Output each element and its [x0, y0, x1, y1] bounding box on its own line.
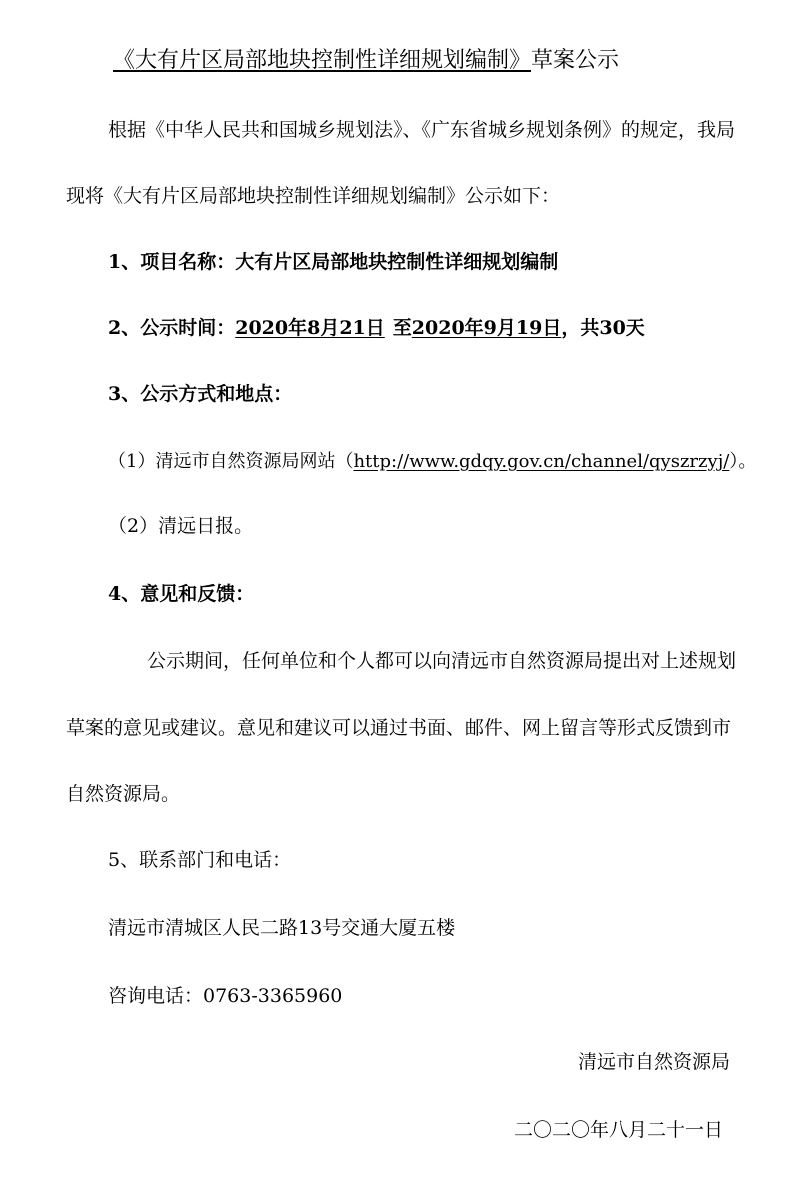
item-4-label: 4、意见和反馈：	[108, 583, 255, 605]
item-4-para-line-1: 公示期间，任何单位和个人都可以向清远市自然资源局提出对上述规划	[147, 650, 737, 672]
item-1	[108, 250, 558, 274]
title-rest: 草案公示	[531, 48, 620, 73]
contact-address: 清远市清城区人民二路13号交通大厦五楼	[108, 917, 456, 939]
website-link[interactable]: http://www.gdqy.gov.cn/channel/qyszrzyj/	[353, 451, 730, 472]
item-2	[108, 316, 645, 340]
signature-org: 清远市自然资源局	[578, 1051, 731, 1073]
intro-line-2: 现将《大有片区局部地块控制性详细规划编制》公示如下：	[66, 185, 561, 207]
contact-phone: 咨询电话：0763-3365960	[108, 985, 343, 1007]
document-title	[113, 47, 619, 75]
item-4-para-line-3: 自然资源局。	[66, 783, 181, 805]
intro-line-1: 根据《中华人民共和国城乡规划法》、《广东省城乡规划条例》的规定，我局	[108, 119, 736, 141]
item-2-start-date: 2020年8月21日	[235, 317, 385, 339]
item-3-sub-1-prefix: （1）清远市自然资源局网站（	[108, 451, 354, 472]
title-underlined: 《大有片区局部地块控制性详细规划编制》	[113, 48, 532, 73]
item-2-to: 至	[392, 317, 412, 339]
item-2-tail: ，共30天	[561, 317, 645, 339]
item-4-para-line-2: 草案的意见或建议。意见和建议可以通过书面、邮件、网上留言等形式反馈到市	[66, 717, 732, 739]
item-1-value: 大有片区局部地块控制性详细规划编制	[235, 251, 559, 273]
item-5-label: 5、联系部门和电话：	[108, 849, 292, 871]
item-3-label: 3、公示方式和地点：	[108, 383, 293, 405]
item-2-end-date: 2020年9月19日	[411, 317, 562, 339]
signature-date: 二〇二〇年八月二十一日	[514, 1119, 724, 1141]
item-3-sub-1	[108, 450, 756, 474]
item-1-label: 1、项目名称：	[108, 251, 236, 273]
item-2-label: 2、公示时间：	[108, 317, 236, 339]
item-3-sub-2: （2）清远日报。	[108, 515, 254, 537]
item-3-sub-1-suffix: ）。	[729, 451, 757, 472]
